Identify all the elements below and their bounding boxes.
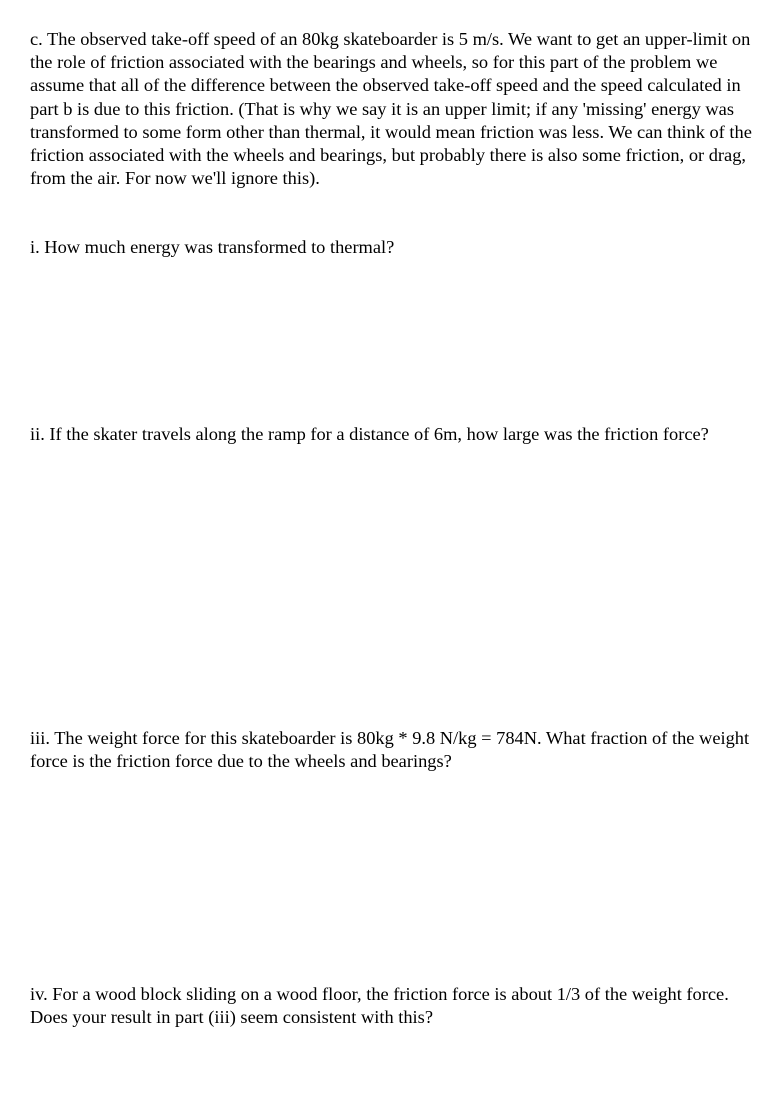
question-i: i. How much energy was transformed to thermal? [30, 237, 395, 257]
question-iii: iii. The weight force for this skateboarder is 80kg * 9.8 N/kg = 784N. What fraction of the weight force is the friction force due to the wheels and bearings? [30, 728, 750, 772]
part-c-intro-paragraph: c. The observed take-off speed of an 80kg skateboarder is 5 m/s. We want to get an upper-limit on the role of friction associated with the bearings and wheels, so for this part of the problem we assume that all of the difference between the observed take-off speed and the speed calculated in part b is due to this friction. (That is why we say it is an upper limit; if any 'missing' energy was transformed to some form other than thermal, it would mean friction was less. We can think of the friction associated with the wheels and bearings, but probably there is also some friction, or drag, from the air. For now we'll ignore this). [30, 29, 752, 189]
question-iv: iv. For a wood block sliding on a wood floor, the friction force is about 1/3 of the weight force. Does your result in part (iii) seem consistent with this? [30, 984, 729, 1028]
question-ii: ii. If the skater travels along the ramp for a distance of 6m, how large was the friction force? [30, 424, 709, 444]
